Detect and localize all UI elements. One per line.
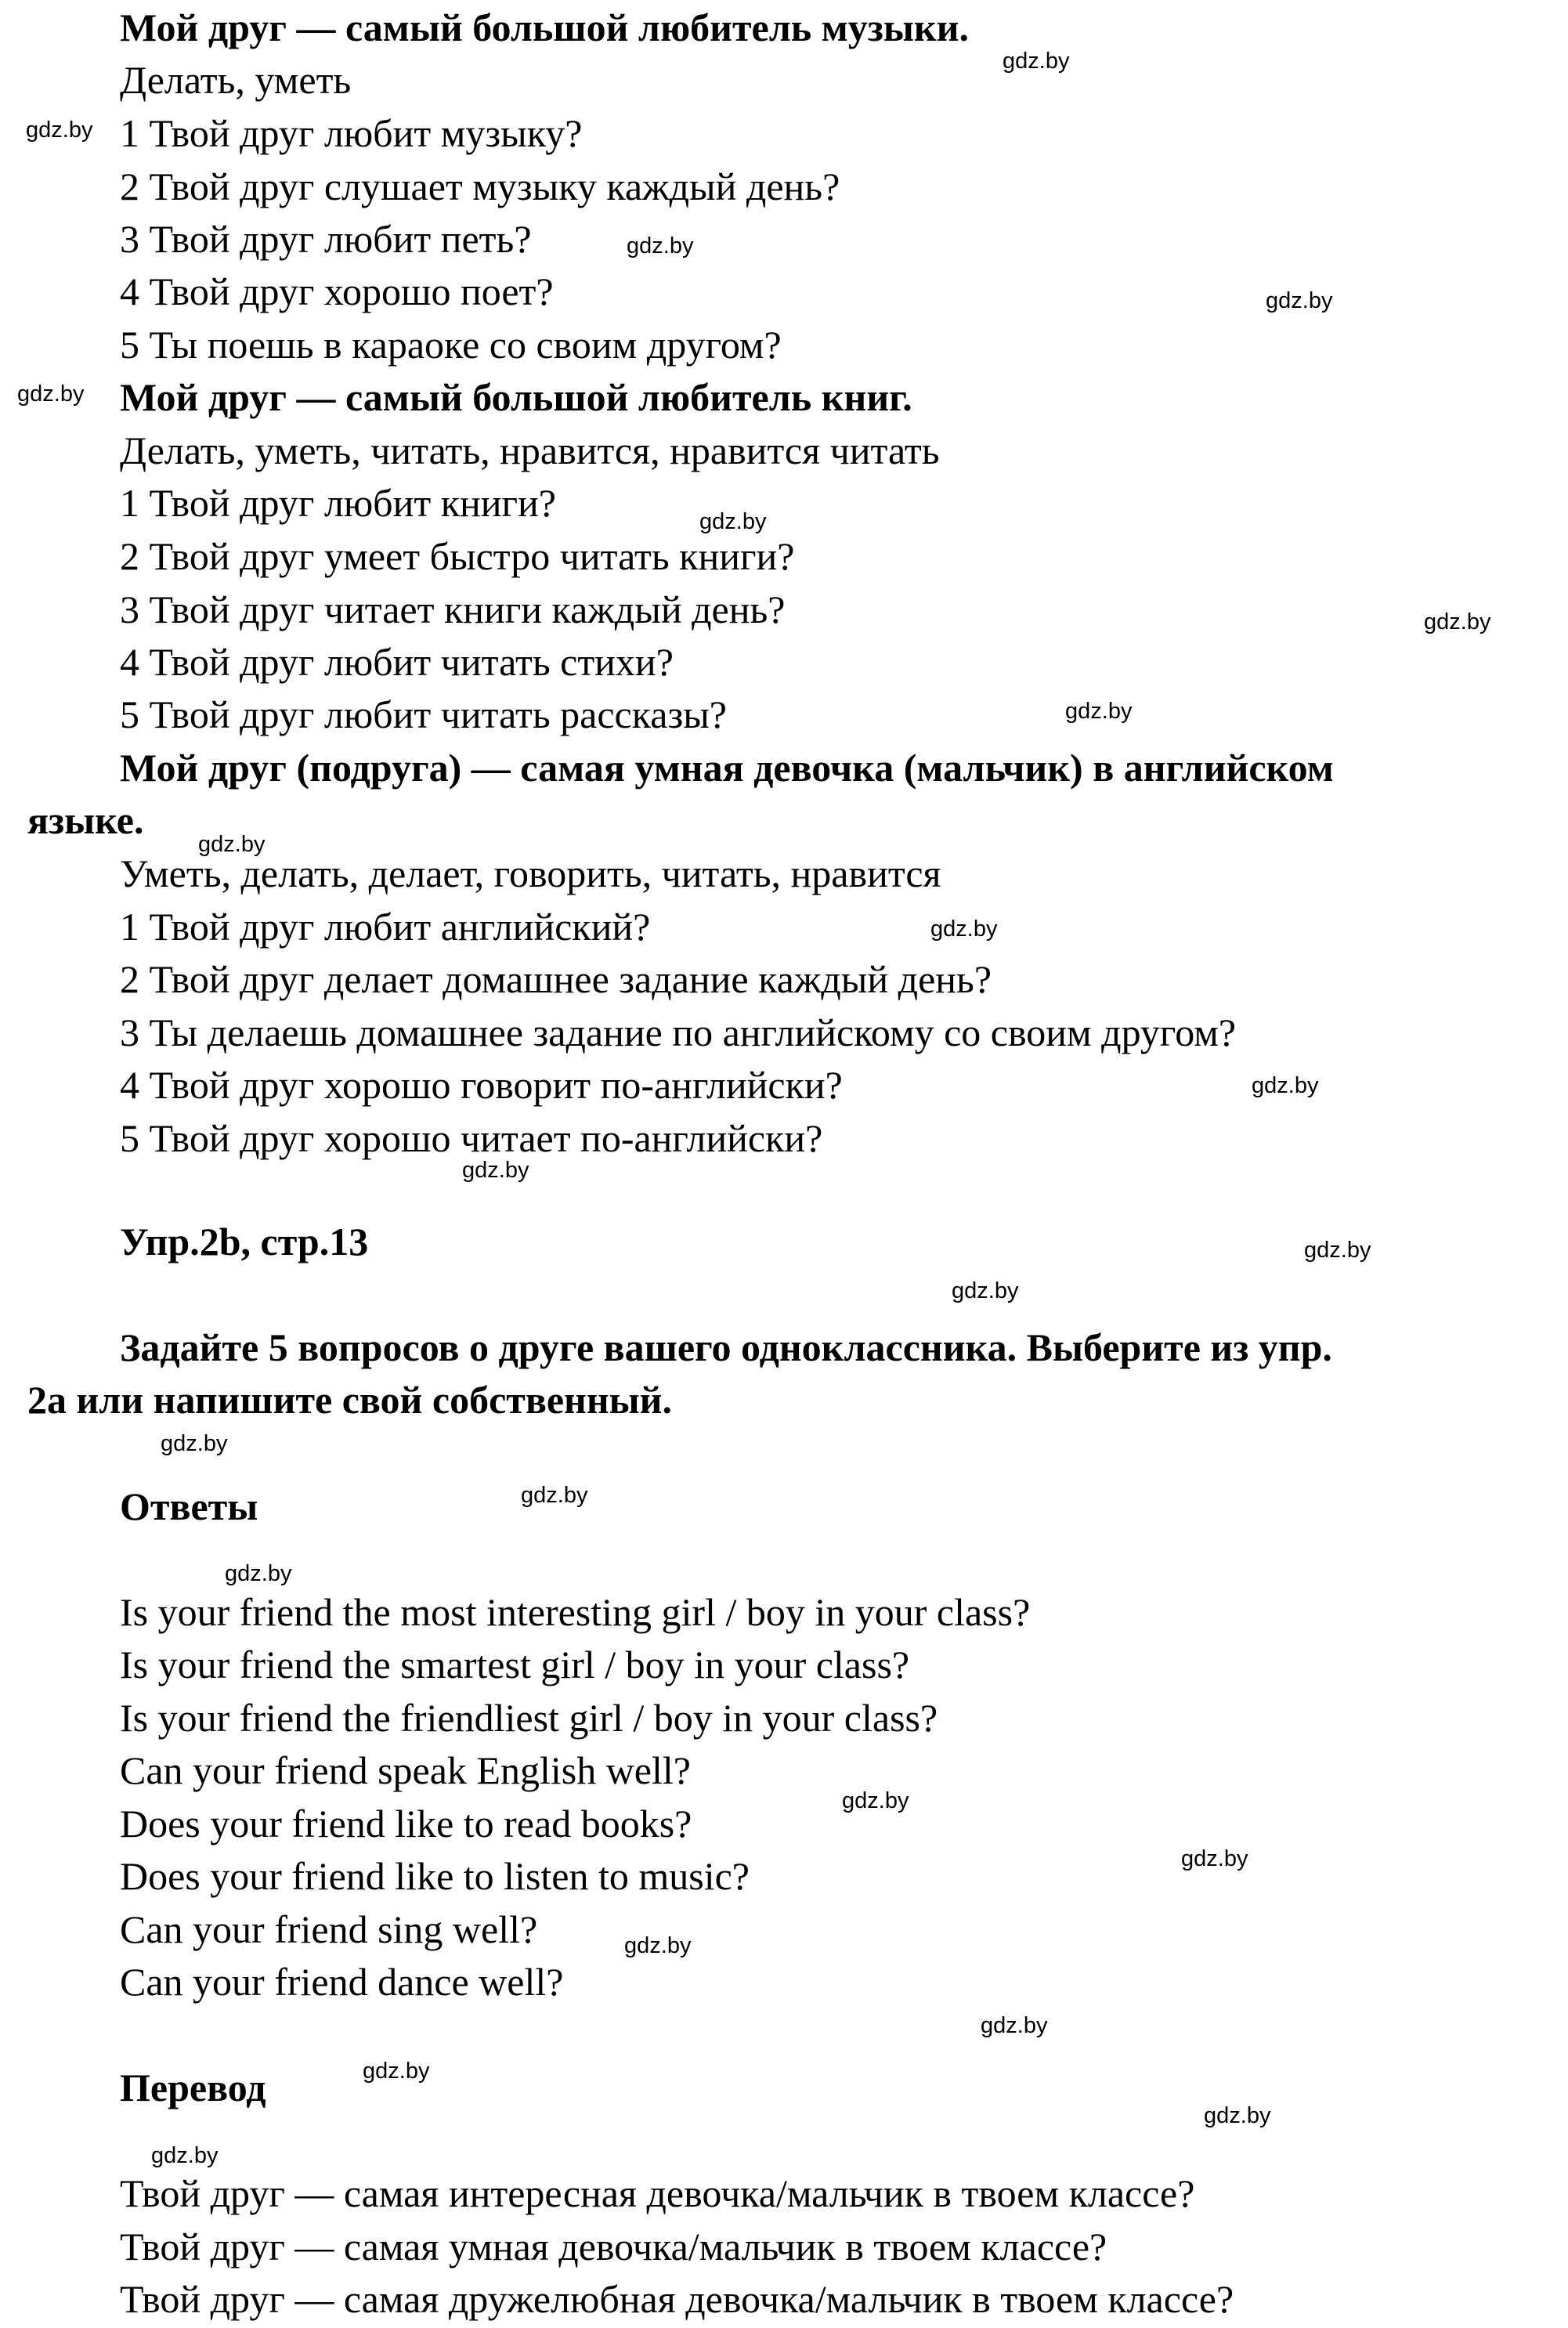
question-music-2: 2 Твой друг слушает музыку каждый день? (120, 164, 840, 208)
question-english-4: 4 Твой друг хорошо говорит по-английски? (120, 1063, 843, 1107)
watermark: gdz.by (151, 2143, 219, 2168)
watermark: gdz.by (198, 832, 266, 857)
watermark: gdz.by (1252, 1073, 1319, 1098)
watermark: gdz.by (462, 1158, 529, 1183)
watermark: gdz.by (17, 381, 85, 407)
watermark: gdz.by (1424, 609, 1491, 634)
heading-book-lover: Мой друг — самый большой любитель книг. (120, 375, 912, 419)
question-english-3: 3 Ты делаешь домашнее задание по английскому со своим другом? (120, 1010, 1237, 1054)
translation-line-1: Твой друг — самая интересная девочка/мальчик в твоем классе? (120, 2171, 1195, 2215)
watermark: gdz.by (1003, 49, 1070, 74)
answer-line-5: Does your friend like to read books? (120, 1802, 692, 1845)
heading-music-lover: Мой друг — самый большой любитель музыки. (120, 5, 970, 49)
watermark: gdz.by (930, 916, 998, 942)
watermark: gdz.by (627, 233, 694, 258)
answer-line-3: Is your friend the friendliest girl / boy in your class? (120, 1696, 938, 1740)
watermark: gdz.by (225, 1561, 292, 1586)
translation-line-2: Твой друг — самая умная девочка/мальчик в твоем классе? (120, 2225, 1107, 2268)
answer-line-6: Does your friend like to listen to music? (120, 1854, 750, 1898)
question-books-5: 5 Твой друг любит читать рассказы? (120, 692, 727, 736)
watermark: gdz.by (952, 1278, 1019, 1303)
watermark: gdz.by (161, 1431, 228, 1456)
verbs-music: Делать, уметь (120, 58, 352, 102)
exercise-title: Упр.2b, стр.13 (120, 1220, 369, 1263)
question-english-1: 1 Твой друг любит английский? (120, 905, 651, 949)
answer-line-7: Can your friend sing well? (120, 1907, 538, 1951)
watermark: gdz.by (842, 1788, 909, 1813)
answers-title: Ответы (120, 1484, 258, 1528)
question-english-2: 2 Твой друг делает домашнее задание каждый день? (120, 957, 992, 1001)
answer-line-2: Is your friend the smartest girl / boy in your class? (120, 1643, 910, 1686)
question-music-3: 3 Твой друг любит петь? (120, 217, 532, 261)
watermark: gdz.by (521, 1483, 588, 1508)
translation-title: Перевод (120, 2066, 266, 2109)
watermark: gdz.by (981, 2013, 1048, 2038)
watermark: gdz.by (699, 509, 767, 534)
answer-line-8: Can your friend dance well? (120, 1960, 564, 2004)
verbs-books: Делать, уметь, читать, нравится, нравится читать (120, 428, 940, 472)
question-english-5: 5 Твой друг хорошо читает по-английски? (120, 1116, 823, 1160)
question-music-5: 5 Ты поешь в караоке со своим другом? (120, 323, 782, 367)
heading-english-line1: Мой друг (подруга) — самая умная девочка (мальчик) в английском (120, 746, 1334, 790)
watermark: gdz.by (363, 2059, 430, 2084)
watermark: gdz.by (1065, 699, 1133, 724)
question-music-1: 1 Твой друг любит музыку? (120, 111, 583, 155)
translation-line-3: Твой друг — самая дружелюбная девочка/мальчик в твоем классе? (120, 2277, 1234, 2321)
watermark: gdz.by (1266, 288, 1333, 313)
question-music-4: 4 Твой друг хорошо поет? (120, 269, 554, 313)
watermark: gdz.by (26, 117, 93, 143)
question-books-3: 3 Твой друг читает книги каждый день? (120, 587, 786, 631)
watermark: gdz.by (1304, 1238, 1371, 1263)
exercise-task-line2: 2a или напишите свой собственный. (27, 1378, 672, 1422)
heading-english-line2: языке. (27, 798, 144, 842)
verbs-english: Уметь, делать, делает, говорить, читать, нравится (120, 851, 941, 895)
answer-line-4: Can your friend speak English well? (120, 1748, 691, 1792)
watermark: gdz.by (624, 1933, 692, 1958)
exercise-task-line1: Задайте 5 вопросов о друге вашего одноклассника. Выберите из упр. (120, 1325, 1332, 1369)
answer-line-1: Is your friend the most interesting girl / boy in your class? (120, 1590, 1031, 1634)
watermark: gdz.by (1204, 2103, 1271, 2128)
watermark: gdz.by (1181, 1846, 1248, 1871)
question-books-1: 1 Твой друг любит книги? (120, 481, 556, 525)
question-books-4: 4 Твой друг любит читать стихи? (120, 640, 674, 684)
question-books-2: 2 Твой друг умеет быстро читать книги? (120, 534, 795, 578)
